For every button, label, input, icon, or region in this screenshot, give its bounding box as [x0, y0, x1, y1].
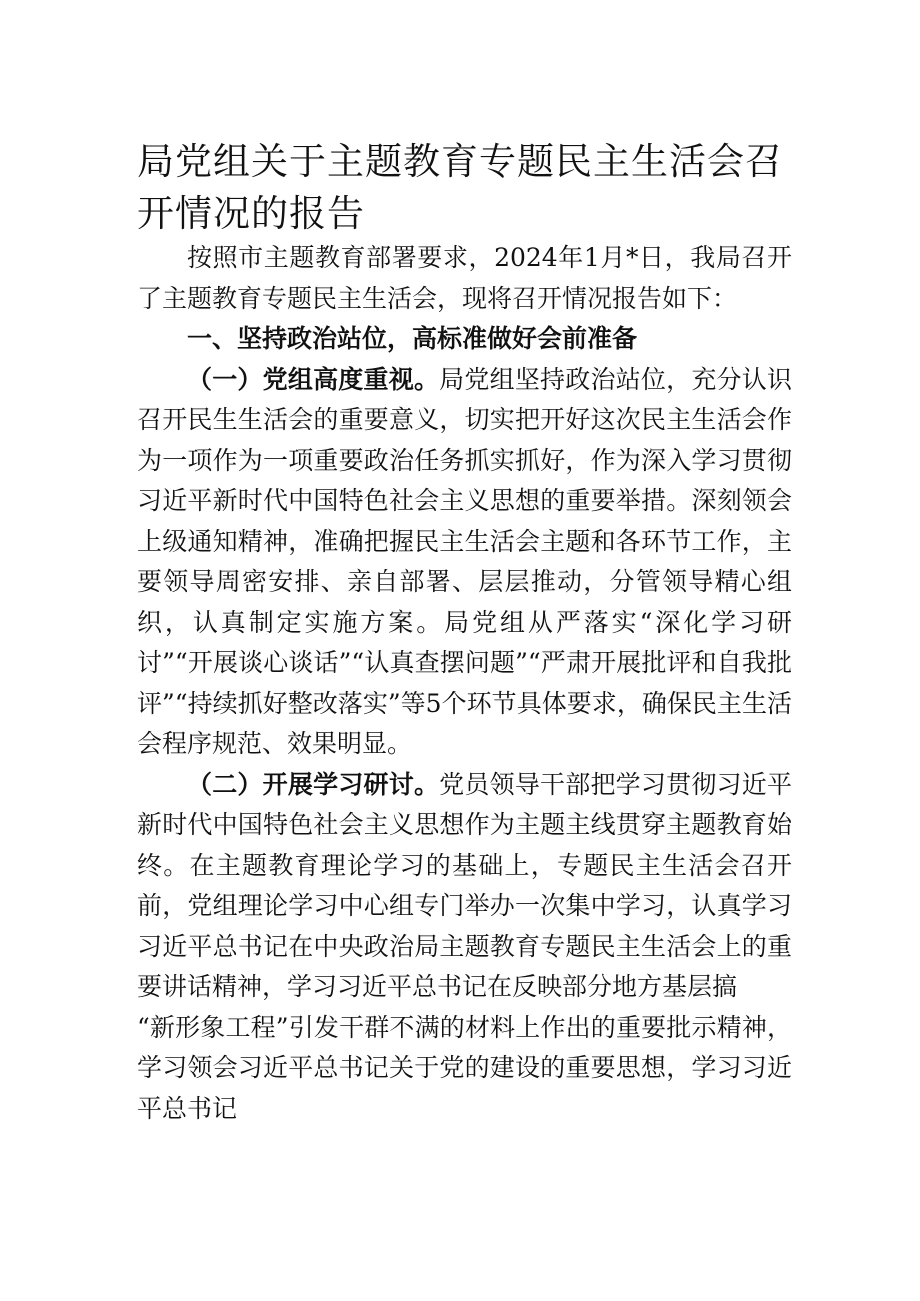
item-two-heading: （二）开展学习研讨。 [187, 769, 440, 799]
intro-paragraph: 按照市主题教育部署要求，2024年1月*日，我局召开了主题教育专题民主生活会，现将召开情况报告如下： [137, 243, 792, 313]
item-one-paragraph [137, 360, 792, 765]
item-two-paragraph [137, 765, 792, 1008]
item-one-heading: （一）党组高度重视。 [187, 364, 440, 394]
document-body [137, 238, 792, 1129]
item-one-text: 局党组坚持政治站位，充分认识召开民生生活会的重要意义，切实把开好这次民主生活会作为一项作为一项重要政治任务抓实抓好，作为深入学习贯彻习近平新时代中国特色社会主义思想的重要举措。深刻领会上级通知精神，准确把握民主生活会主题和各环节工作，主要领导周密安排、亲自部署、层层推动，分管领导精心组织，认真制定实施方案。局党组从严落实“深化学习研讨”“开展谈心谈话”“认真查摆问题”“严肃开展批评和自我批评”“持续抓好整改落实”等5个环节具体要求，确保民主生活会程序规范、效果明显。 [137, 364, 792, 758]
page-title: 局党组关于主题教育专题民主生活会召开情况的报告 [137, 140, 783, 235]
item-two-text: 党员领导干部把学习贯彻习近平新时代中国特色社会主义思想作为主题主线贯穿主题教育始终。在主题教育理论学习的基础上，专题民主生活会召开前，党组理论学习中心组专门举办一次集中学习，认真学习习近平总书记在中央政治局主题教育专题民主生活会上的重要讲话精神，学习习近平总书记在反映部分地方基层搞 [137, 769, 792, 1001]
section-heading: 一、坚持政治站位，高标准做好会前准备 [187, 324, 638, 353]
continued-paragraph: “新形象工程”引发干群不满的材料上作出的重要批示精神，学习领会习近平总书记关于党的建设的重要思想，学习习近平总书记 [137, 1012, 792, 1123]
